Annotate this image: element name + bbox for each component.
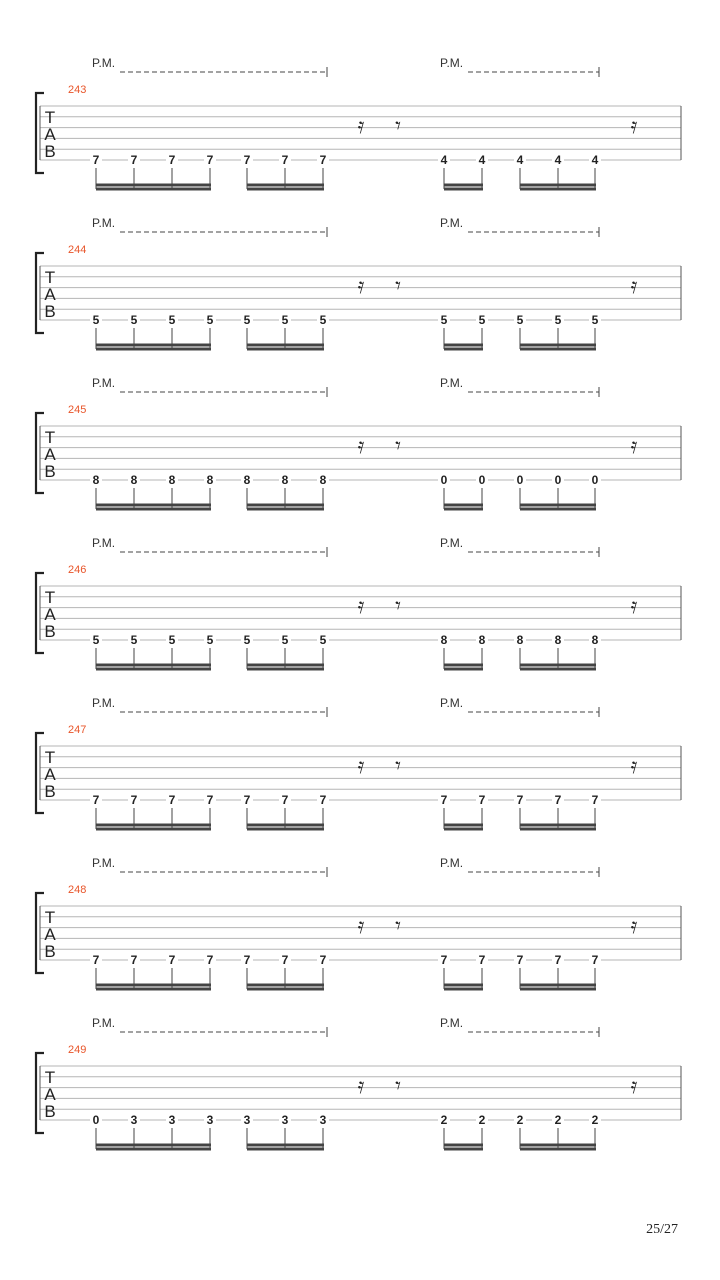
palm-mute-label: P.M. xyxy=(440,216,464,230)
fret-number: 7 xyxy=(168,953,176,967)
fret-number: 7 xyxy=(440,793,448,807)
fret-number: 7 xyxy=(168,153,176,167)
fret-number: 4 xyxy=(516,153,524,167)
note-beam xyxy=(444,348,483,351)
rest-symbol: 𝄿 xyxy=(357,1074,365,1099)
fret-number: 7 xyxy=(92,793,100,807)
rest-symbol: 𝄿 xyxy=(630,594,638,619)
note-beam xyxy=(96,984,211,987)
palm-mute-label: P.M. xyxy=(440,696,464,710)
fret-number: 0 xyxy=(554,473,562,487)
note-beam xyxy=(247,828,324,831)
tab-clef-letter: A xyxy=(44,125,56,144)
palm-mute-label: P.M. xyxy=(440,376,464,390)
rest-symbol: 𝄿 xyxy=(357,114,365,139)
note-beam xyxy=(444,504,483,507)
fret-number: 5 xyxy=(92,313,100,327)
fret-number: 4 xyxy=(478,153,486,167)
fret-number: 2 xyxy=(440,1113,448,1127)
note-beam xyxy=(520,188,596,191)
note-beam xyxy=(520,344,596,347)
fret-number: 5 xyxy=(516,313,524,327)
palm-mute-label: P.M. xyxy=(92,376,116,390)
palm-mute-label: P.M. xyxy=(92,536,116,550)
fret-number: 3 xyxy=(281,1113,289,1127)
tab-clef-letter: A xyxy=(44,1085,56,1104)
tab-clef-letter: B xyxy=(44,622,56,641)
fret-number: 7 xyxy=(130,953,138,967)
tab-clef-letter: T xyxy=(44,748,56,767)
fret-number: 8 xyxy=(591,633,599,647)
note-beam xyxy=(247,988,324,991)
note-beam xyxy=(96,504,211,507)
fret-number: 5 xyxy=(243,633,251,647)
fret-number: 5 xyxy=(554,313,562,327)
tab-clef-letter: B xyxy=(44,462,56,481)
fret-number: 2 xyxy=(478,1113,486,1127)
note-beam xyxy=(96,1148,211,1151)
note-beam xyxy=(520,828,596,831)
fret-number: 4 xyxy=(591,153,599,167)
palm-mute-label: P.M. xyxy=(440,56,464,70)
fret-number: 7 xyxy=(130,153,138,167)
fret-number: 7 xyxy=(591,793,599,807)
fret-number: 7 xyxy=(516,793,524,807)
fret-number: 7 xyxy=(92,153,100,167)
note-beam xyxy=(444,824,483,827)
palm-mute-label: P.M. xyxy=(92,696,116,710)
page-number: 25/27 xyxy=(646,1222,678,1237)
rest-symbol: 𝄾 xyxy=(395,914,401,939)
note-beam xyxy=(444,344,483,347)
bar-number: 248 xyxy=(68,884,87,896)
bar-number: 245 xyxy=(68,404,87,416)
rest-symbol: 𝄿 xyxy=(630,914,638,939)
palm-mute-label: P.M. xyxy=(92,216,116,230)
tab-clef-letter: T xyxy=(44,588,56,607)
note-beam xyxy=(247,348,324,351)
fret-number: 8 xyxy=(243,473,251,487)
note-beam xyxy=(247,664,324,667)
note-beam xyxy=(247,1144,324,1147)
note-beam xyxy=(520,348,596,351)
fret-number: 7 xyxy=(206,793,214,807)
note-beam xyxy=(520,988,596,991)
rest-symbol: 𝄿 xyxy=(357,274,365,299)
note-beam xyxy=(96,664,211,667)
tab-clef-letter: A xyxy=(44,285,56,304)
tab-clef-letter: B xyxy=(44,1102,56,1121)
fret-number: 7 xyxy=(206,153,214,167)
fret-number: 2 xyxy=(591,1113,599,1127)
rest-symbol: 𝄿 xyxy=(357,434,365,459)
tab-clef-letter: A xyxy=(44,765,56,784)
fret-number: 5 xyxy=(168,633,176,647)
rest-symbol: 𝄾 xyxy=(395,434,401,459)
fret-number: 8 xyxy=(478,633,486,647)
rest-symbol: 𝄿 xyxy=(630,434,638,459)
fret-number: 5 xyxy=(591,313,599,327)
fret-number: 8 xyxy=(554,633,562,647)
rest-symbol: 𝄾 xyxy=(395,594,401,619)
rest-symbol: 𝄿 xyxy=(357,754,365,779)
tab-system xyxy=(36,696,681,831)
fret-number: 8 xyxy=(516,633,524,647)
rest-symbol: 𝄿 xyxy=(357,914,365,939)
palm-mute-label: P.M. xyxy=(440,1016,464,1030)
note-beam xyxy=(444,188,483,191)
note-beam xyxy=(444,184,483,187)
rest-symbol: 𝄾 xyxy=(395,274,401,299)
rest-symbol: 𝄾 xyxy=(395,754,401,779)
note-beam xyxy=(247,824,324,827)
bar-number: 247 xyxy=(68,724,87,736)
note-beam xyxy=(444,664,483,667)
note-beam xyxy=(247,344,324,347)
bar-number: 246 xyxy=(68,564,87,576)
fret-number: 7 xyxy=(319,953,327,967)
rest-symbol: 𝄾 xyxy=(395,1074,401,1099)
note-beam xyxy=(444,668,483,671)
tab-system xyxy=(36,536,681,671)
note-beam xyxy=(96,348,211,351)
tab-clef-letter: A xyxy=(44,605,56,624)
tab-clef-letter: B xyxy=(44,782,56,801)
fret-number: 8 xyxy=(440,633,448,647)
fret-number: 5 xyxy=(319,313,327,327)
fret-number: 7 xyxy=(516,953,524,967)
fret-number: 0 xyxy=(516,473,524,487)
note-beam xyxy=(444,1148,483,1151)
note-beam xyxy=(96,508,211,511)
rest-symbol: 𝄿 xyxy=(630,114,638,139)
note-beam xyxy=(247,188,324,191)
fret-number: 7 xyxy=(440,953,448,967)
fret-number: 5 xyxy=(478,313,486,327)
fret-number: 0 xyxy=(440,473,448,487)
bar-number: 243 xyxy=(68,84,87,96)
tab-clef-letter: T xyxy=(44,908,56,927)
tab-clef-letter: A xyxy=(44,445,56,464)
fret-number: 7 xyxy=(554,793,562,807)
fret-number: 2 xyxy=(554,1113,562,1127)
note-beam xyxy=(247,668,324,671)
rest-symbol: 𝄿 xyxy=(630,754,638,779)
fret-number: 3 xyxy=(130,1113,138,1127)
fret-number: 7 xyxy=(281,793,289,807)
palm-mute-label: P.M. xyxy=(92,856,116,870)
note-beam xyxy=(520,668,596,671)
tab-clef-letter: B xyxy=(44,302,56,321)
note-beam xyxy=(520,984,596,987)
fret-number: 5 xyxy=(281,313,289,327)
tab-clef-letter: T xyxy=(44,1068,56,1087)
palm-mute-label: P.M. xyxy=(440,856,464,870)
rest-symbol: 𝄿 xyxy=(630,274,638,299)
palm-mute-label: P.M. xyxy=(440,536,464,550)
bar-number: 249 xyxy=(68,1044,87,1056)
fret-number: 7 xyxy=(554,953,562,967)
fret-number: 7 xyxy=(130,793,138,807)
note-beam xyxy=(96,988,211,991)
fret-number: 7 xyxy=(591,953,599,967)
note-beam xyxy=(444,988,483,991)
note-beam xyxy=(96,828,211,831)
fret-number: 7 xyxy=(243,793,251,807)
fret-number: 5 xyxy=(206,313,214,327)
fret-number: 7 xyxy=(281,153,289,167)
tab-clef-letter: B xyxy=(44,142,56,161)
note-beam xyxy=(96,188,211,191)
note-beam xyxy=(444,984,483,987)
tab-clef-letter: T xyxy=(44,268,56,287)
fret-number: 7 xyxy=(281,953,289,967)
note-beam xyxy=(247,1148,324,1151)
tab-clef-letter: A xyxy=(44,925,56,944)
tab-system xyxy=(36,376,681,511)
fret-number: 8 xyxy=(168,473,176,487)
fret-number: 7 xyxy=(243,953,251,967)
fret-number: 8 xyxy=(130,473,138,487)
fret-number: 7 xyxy=(92,953,100,967)
palm-mute-label: P.M. xyxy=(92,56,116,70)
bar-number: 244 xyxy=(68,244,87,256)
fret-number: 4 xyxy=(440,153,448,167)
rest-symbol: 𝄿 xyxy=(630,1074,638,1099)
fret-number: 3 xyxy=(243,1113,251,1127)
fret-number: 8 xyxy=(319,473,327,487)
tab-clef-letter: T xyxy=(44,428,56,447)
tab-system xyxy=(36,216,681,351)
tab-system xyxy=(36,1016,681,1151)
fret-number: 5 xyxy=(168,313,176,327)
fret-number: 5 xyxy=(281,633,289,647)
note-beam xyxy=(444,828,483,831)
tab-clef-letter: T xyxy=(44,108,56,127)
fret-number: 7 xyxy=(478,953,486,967)
fret-number: 3 xyxy=(206,1113,214,1127)
note-beam xyxy=(520,1148,596,1151)
rest-symbol: 𝄿 xyxy=(357,594,365,619)
palm-mute-label: P.M. xyxy=(92,1016,116,1030)
fret-number: 5 xyxy=(440,313,448,327)
fret-number: 7 xyxy=(478,793,486,807)
note-beam xyxy=(520,664,596,667)
fret-number: 5 xyxy=(243,313,251,327)
note-beam xyxy=(247,984,324,987)
fret-number: 5 xyxy=(206,633,214,647)
note-beam xyxy=(520,184,596,187)
note-beam xyxy=(96,344,211,347)
fret-number: 2 xyxy=(516,1113,524,1127)
fret-number: 8 xyxy=(281,473,289,487)
note-beam xyxy=(520,824,596,827)
note-beam xyxy=(444,1144,483,1147)
fret-number: 7 xyxy=(206,953,214,967)
fret-number: 7 xyxy=(319,793,327,807)
note-beam xyxy=(96,184,211,187)
fret-number: 5 xyxy=(130,633,138,647)
fret-number: 3 xyxy=(319,1113,327,1127)
fret-number: 4 xyxy=(554,153,562,167)
note-beam xyxy=(520,1144,596,1147)
fret-number: 5 xyxy=(319,633,327,647)
fret-number: 7 xyxy=(168,793,176,807)
note-beam xyxy=(247,504,324,507)
fret-number: 5 xyxy=(92,633,100,647)
note-beam xyxy=(96,824,211,827)
note-beam xyxy=(96,668,211,671)
fret-number: 8 xyxy=(206,473,214,487)
fret-number: 0 xyxy=(591,473,599,487)
rest-symbol: 𝄾 xyxy=(395,114,401,139)
tab-system xyxy=(36,856,681,991)
tab-clef-letter: B xyxy=(44,942,56,961)
fret-number: 5 xyxy=(130,313,138,327)
fret-number: 3 xyxy=(168,1113,176,1127)
fret-number: 0 xyxy=(92,1113,100,1127)
fret-number: 7 xyxy=(319,153,327,167)
note-beam xyxy=(247,508,324,511)
fret-number: 8 xyxy=(92,473,100,487)
tab-system xyxy=(36,56,681,191)
fret-number: 7 xyxy=(243,153,251,167)
note-beam xyxy=(520,508,596,511)
fret-number: 0 xyxy=(478,473,486,487)
note-beam xyxy=(96,1144,211,1147)
note-beam xyxy=(247,184,324,187)
note-beam xyxy=(444,508,483,511)
note-beam xyxy=(520,504,596,507)
